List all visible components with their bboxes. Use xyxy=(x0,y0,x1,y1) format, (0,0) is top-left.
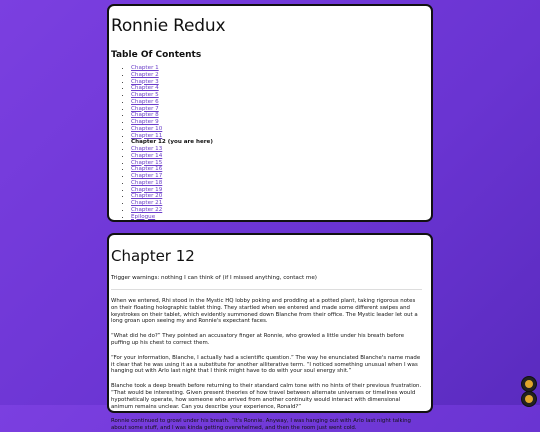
toc-link[interactable]: Chapter 18 xyxy=(131,179,163,186)
toc-item[interactable] xyxy=(131,180,428,187)
toc-item: • Chapter 12 (you are here) xyxy=(131,139,428,146)
toc-item[interactable] xyxy=(131,99,428,106)
toc-item[interactable] xyxy=(131,214,428,221)
toc-item[interactable] xyxy=(131,146,428,153)
toc-link[interactable]: Chapter 14 xyxy=(131,152,163,159)
toc-link[interactable]: Chapter 7 xyxy=(131,105,159,112)
toc-link[interactable]: Chapter 21 xyxy=(131,200,163,206)
toc-item[interactable] xyxy=(131,106,428,113)
toc-item[interactable] xyxy=(131,193,428,200)
chapter-paragraph: “What did he do?” They pointed an accusatory finger at Ronnie, who growled a little under his breath before puffing up his chest to correct them. xyxy=(111,333,405,346)
toc-link[interactable]: Chapter 22 xyxy=(131,206,163,213)
toc-item[interactable] xyxy=(131,79,428,86)
toc-link[interactable]: Chapter 15 xyxy=(131,159,163,166)
chapter-paragraph: “For your information, Blanche, I actually had a scientific question.” The way he enunciated Blanche's name made it clear that he was using it as a substitute for another alliterative term. “I noticed something unusual when I was hanging out with Arlo last night that I think might have to do with your soul energy shit.” xyxy=(111,354,421,375)
toc-item[interactable] xyxy=(131,173,428,180)
toc-item[interactable] xyxy=(131,160,428,167)
toc-link[interactable]: Chapter 2 xyxy=(131,71,159,78)
chapter-paragraph: When we entered, Rhi stood in the Mystic HQ lobby poking and prodding at a potted plant, taking rigorous notes on their floating holographic tablet thing. They startled when we entered and made some different swipes and keystrokes on their tablet, which evidently summoned down Blanche from their office. The Mystic leader let out a long groan upon seeing my and Ronnie's expectant faces. xyxy=(111,298,418,325)
toc-list xyxy=(111,65,428,220)
sun-icon[interactable] xyxy=(521,376,537,392)
toc-card xyxy=(107,4,433,222)
chapter-card xyxy=(107,233,433,432)
toc-link[interactable]: Chapter 16 xyxy=(131,166,163,173)
toc-item[interactable] xyxy=(131,126,428,133)
toc-link[interactable]: Chapter 4 xyxy=(131,85,159,92)
trigger-warning: Trigger warnings: nothing I can think of (if I missed anything, contact me) xyxy=(111,275,422,290)
toc-item[interactable] xyxy=(131,65,428,72)
toc-item[interactable] xyxy=(131,166,428,173)
toc-link[interactable]: Chapter 3 xyxy=(131,78,159,85)
toc-item[interactable] xyxy=(131,119,428,126)
toc-link[interactable]: Chapter 9 xyxy=(131,119,159,125)
toc-link[interactable]: Chapter 10 xyxy=(131,125,163,132)
toc-item[interactable] xyxy=(131,200,428,207)
chapter-body xyxy=(111,298,428,432)
chapter-paragraph: Ronnie continued to growl under his breath. “It's Ronnie. Anyway, I was hanging out with Arlo last night talking about some stuff, and I was kinda getting overwhelmed, and then the room just went cold. xyxy=(111,418,411,432)
toc-item[interactable] xyxy=(131,153,428,160)
toc-item[interactable] xyxy=(131,207,428,214)
toc-link[interactable]: Chapter 8 xyxy=(131,112,159,119)
toc-item[interactable] xyxy=(131,112,428,119)
toc-item[interactable] xyxy=(131,133,428,140)
toc-link[interactable]: Chapter 1 xyxy=(131,65,159,71)
sun-icon[interactable] xyxy=(521,391,537,407)
toc-item[interactable] xyxy=(131,92,428,99)
toc-item[interactable] xyxy=(131,85,428,92)
toc-link[interactable]: Chapter 5 xyxy=(131,92,159,98)
site-title: Ronnie Redux xyxy=(111,16,226,36)
toc-link[interactable]: Chapter 11 xyxy=(131,132,163,139)
chapter-title: Chapter 12 xyxy=(111,247,195,265)
toc-link[interactable]: Chapter 17 xyxy=(131,173,163,179)
toc-link[interactable]: Chapter 19 xyxy=(131,186,163,193)
toc-item[interactable] xyxy=(131,72,428,79)
toc-heading: Table Of Contents xyxy=(111,50,202,60)
toc-link[interactable]: Chapter 6 xyxy=(131,98,159,105)
toc-link[interactable]: Chapter 13 xyxy=(131,146,163,152)
chapter-paragraph: Blanche took a deep breath before returning to their standard calm tone with no hints of their previous frustration. “That would be interesting. Given present theories of how travel between alternate universes or timelines would hypothetically operate, how someone who arrived from another continuity would interact with dimensional animum remains unclear. Can you describe your experience, Ronald?” xyxy=(111,383,422,410)
toc-link[interactable]: Epilogue xyxy=(131,213,156,220)
toc-link[interactable]: Chapter 20 xyxy=(131,193,163,200)
toc-item[interactable] xyxy=(131,187,428,194)
